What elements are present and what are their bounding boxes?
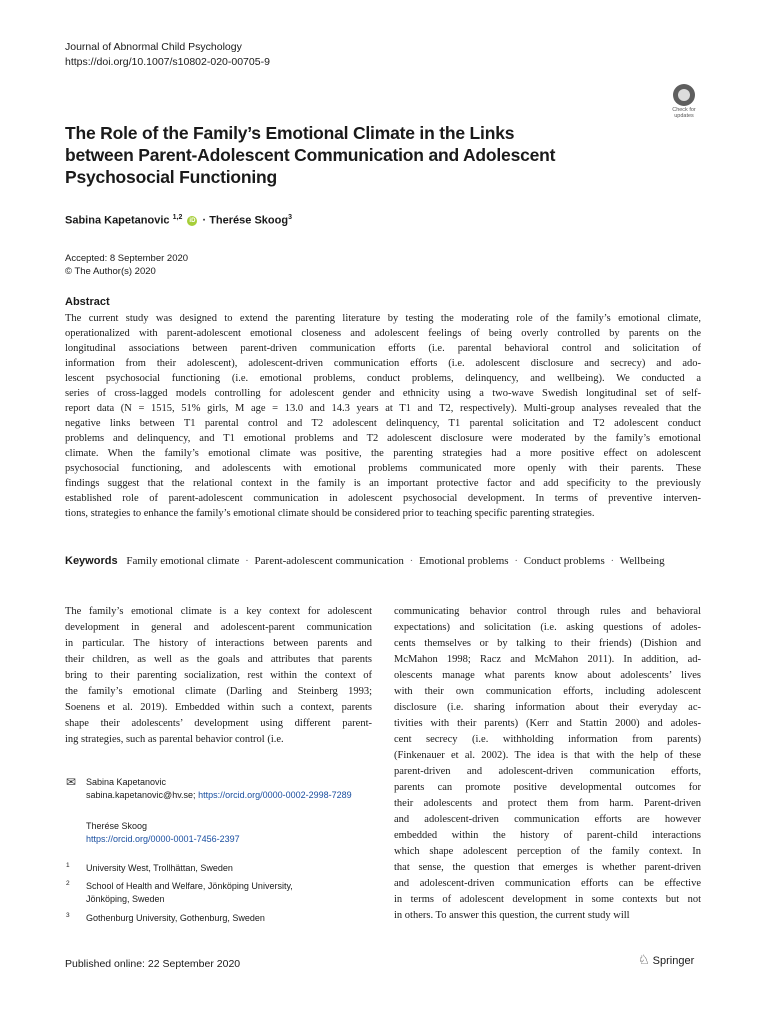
affiliation — [86, 880, 293, 906]
author-list — [65, 214, 292, 227]
body-line: McMahon 1998; Racz and McMahon 2011). In addition, ad- — [394, 654, 701, 665]
body-line: which shape adolescent perception of the family context. In — [394, 846, 701, 857]
coauthor-block — [86, 820, 240, 846]
keyword-separator: · — [610, 555, 615, 567]
affiliation — [86, 912, 265, 925]
envelope-icon: ✉ — [66, 775, 77, 789]
orcid-link[interactable]: https://orcid.org/0000-0002-2998-7289 — [198, 790, 352, 800]
body-line: shape their adolescents’ development using different parent- — [65, 718, 372, 729]
body-line: and adolescent-driven communication efforts can be effective — [394, 878, 701, 889]
body-line: their adolescents and protect them from harm. Parent-driven — [394, 798, 701, 809]
publisher-name: Springer — [652, 955, 695, 967]
body-line: the family’s emotional climate (Darling and Steinberg 1993; — [65, 686, 372, 697]
author-affiliation-marker: 1,2 — [172, 214, 183, 221]
affiliation-number: 3 — [66, 912, 70, 919]
orcid-icon[interactable]: iD — [189, 217, 196, 224]
check-for-updates-badge[interactable] — [664, 84, 704, 124]
doi-link[interactable]: https://doi.org/10.1007/s10802-020-00705-9 — [65, 56, 270, 68]
body-line: parents can promote positive developmental outcomes for — [394, 782, 701, 793]
keyword: Family emotional climate — [126, 555, 240, 567]
body-line: olescents manage what parents know about adolescents’ lives — [394, 670, 701, 681]
journal-header — [65, 40, 270, 70]
abstract-line: tions, strategies to enhance the family’s emotional climate should be considered prior to teaching specific parenting strategies. — [65, 508, 595, 519]
copyright-notice: © The Author(s) 2020 — [65, 265, 156, 277]
abstract-line: problems and delinquency, and T1 emotional problems and T2 adolescent disclosure were moderated by the family’s emotional — [65, 433, 701, 444]
keywords-label: Keywords — [65, 555, 118, 567]
publication-dates — [65, 253, 188, 278]
springer-horse-icon: ♘ — [638, 952, 650, 967]
badge-line-1: Check for — [672, 107, 696, 113]
body-line: disclosure (i.e. sharing information about their everyday ac- — [394, 702, 701, 713]
abstract-line: information from their adolescent), adolescent-driven communication efforts (i.e. adolescent disclosure and secrecy) and ado- — [65, 358, 701, 369]
email-link[interactable]: sabina.kapetanovic@hv.se; — [86, 790, 196, 800]
correspondence-block — [86, 776, 352, 802]
body-line: embedded within the history of parent-child interactions — [394, 830, 701, 841]
body-line: The family’s emotional climate is a key context for adolescent — [65, 606, 372, 617]
check-updates-icon — [673, 84, 695, 106]
title-line: The Role of the Family’s Emotional Climate in the Links — [65, 123, 515, 143]
keyword: Conduct problems — [523, 555, 605, 567]
body-line: with their own communication efforts, including adolescent — [394, 686, 701, 697]
affiliation-line: School of Health and Welfare, Jönköping University, — [86, 881, 293, 891]
accepted-date: Accepted: 8 September 2020 — [65, 253, 189, 264]
body-line: tivities with their parents) (Kerr and Stattin 2000) and adoles- — [394, 718, 701, 729]
paper-title — [65, 122, 625, 188]
affiliation-number: 2 — [66, 880, 70, 887]
abstract-line: lescent psychosocial functioning (i.e. emotional problems, conduct problems, delinquency, and wellbeing). We conducted a — [65, 373, 701, 384]
author-name: Sabina Kapetanovic — [65, 214, 170, 227]
author-affiliation-marker: 3 — [288, 214, 292, 221]
keyword: Emotional problems — [419, 555, 509, 567]
keywords-line — [65, 555, 665, 567]
abstract-line: series of cross-lagged models controlling for adolescent gender and ethnicity using a two-wave Swedish longitudinal set of self- — [65, 388, 701, 399]
author-separator: · — [202, 214, 207, 227]
body-line: and adolescent-driven communication efforts are however — [394, 814, 701, 825]
affiliation — [86, 862, 233, 875]
corresponding-author-name: Sabina Kapetanovic — [86, 777, 167, 787]
body-line: bring to their parenting socialization, rest within the context of — [65, 670, 372, 681]
body-line: in particular. The history of interactions between parents and — [65, 638, 372, 649]
abstract-line: established role of parent-adolescent communication in adolescent psychosocial development. In terms of preventive interven- — [65, 493, 701, 504]
orcid-link[interactable]: https://orcid.org/0000-0001-7456-2397 — [86, 834, 240, 844]
title-line: Psychosocial Functioning — [65, 167, 278, 187]
body-line: in terms of adolescent development in some contexts but not — [394, 894, 701, 905]
published-online-date: Published online: 22 September 2020 — [65, 958, 241, 970]
body-line: ing strategies, such as parental behavior control (i.e. — [65, 734, 284, 745]
affiliation-number: 1 — [66, 862, 70, 869]
badge-line-2: updates — [674, 113, 694, 119]
body-column-left — [65, 604, 372, 748]
keyword-separator: · — [409, 555, 414, 567]
keyword-separator: · — [245, 555, 249, 567]
abstract-body — [65, 311, 701, 521]
keyword: Wellbeing — [619, 555, 665, 567]
abstract-line: climate. When the family’s emotional climate was positive, the parenting strategies had a more positive effect on adolescent — [65, 448, 701, 459]
body-line: cent secrecy (i.e. withholding information from parents) — [394, 734, 701, 745]
body-line: that sense, the question that emerges is whether parent-driven — [394, 862, 701, 873]
coauthor-name: Therése Skoog — [86, 821, 148, 831]
abstract-line: negative links between T1 parental control and T2 adolescent delinquency, T1 parental solicitation and T2 adolescent conduct — [65, 418, 701, 429]
body-line: (Finkenauer et al. 2002). The idea is that with the help of these — [394, 750, 701, 761]
body-line: development in general and adolescent-parent communication — [65, 622, 372, 633]
body-line: parent-driven and adolescent-driven communication efforts, — [394, 766, 701, 777]
springer-logo — [638, 952, 694, 968]
author-name: Therése Skoog — [209, 214, 289, 227]
body-line: Soenens et al. 2019). Embedded within such a context, parents — [65, 702, 372, 713]
affiliation-line: Jönköping, Sweden — [86, 894, 165, 904]
body-line: in others. To answer this question, the current study will — [394, 910, 630, 921]
keyword-separator: · — [514, 555, 519, 567]
affiliation-line: Gothenburg University, Gothenburg, Sweden — [86, 913, 265, 923]
keyword: Parent-adolescent communication — [254, 555, 404, 567]
affiliation-line: University West, Trollhättan, Sweden — [86, 863, 233, 873]
abstract-line: The current study was designed to extend the parenting literature by testing the moderating role of the family’s emotional climate, — [65, 313, 701, 324]
abstract-line: psychosocial functioning, and adolescents with emotional problems communicated more openly with their parents. These — [65, 463, 701, 474]
abstract-line: report data (N = 1515, 51% girls, M age = 13.0 and 14.3 years at T1 and T2, respectively). Multi-group analyses revealed that the — [65, 403, 701, 414]
body-line: cents themselves or by talking to their friends) (Dishion and — [394, 638, 701, 649]
abstract-line: findings suggest that the relational context in the family is an important protective factor and add specificity to the previously — [65, 478, 701, 489]
abstract-line: operationalized with parent-adolescent emotional closeness and adolescent feelings of being overly controlled by parents on the — [65, 328, 701, 339]
body-column-right — [394, 604, 701, 924]
body-line: their children, as well as the goals and attributes that parents — [65, 654, 372, 665]
title-line: between Parent-Adolescent Communication and Adolescent — [65, 145, 556, 165]
body-line: communicating behavior control through rules and behavioral — [394, 606, 701, 617]
abstract-heading: Abstract — [65, 296, 110, 308]
body-line: expectations) and solicitation (i.e. asking questions of adoles- — [394, 622, 701, 633]
abstract-line: longitudinal associations between parent-driven communication efforts (i.e. parental behavioral control and solicitation of — [65, 343, 701, 354]
journal-name: Journal of Abnormal Child Psychology — [65, 41, 242, 53]
